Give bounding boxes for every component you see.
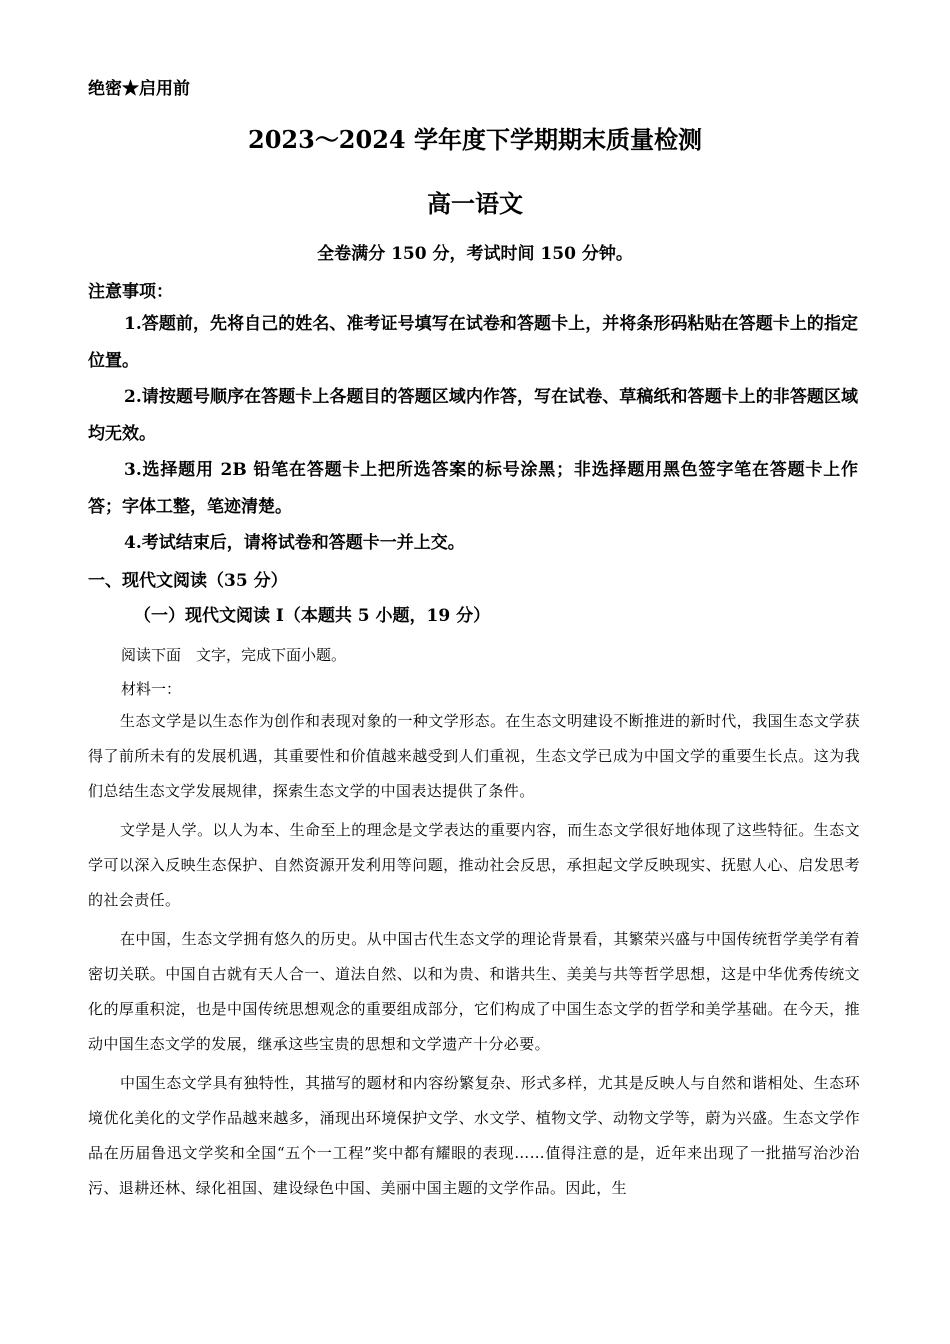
subsection-heading: （一）现代文阅读 I（本题共 5 小题，19 分）	[134, 606, 491, 626]
notice-item-2: 2.请按题号顺序在答题卡上各题目的答题区域内作答，写在试卷、草稿纸和答题卡上的非答题区域均无效。	[88, 387, 858, 444]
notice-item-3: 3.选择题用 2B 铅笔在答题卡上把所选答案的标号涂黑；非选择题用黑色签字笔在答题卡上作答；字体工整，笔迹清楚。	[88, 460, 858, 517]
paragraph-1: 生态文学是以生态作为创作和表现对象的一种文学形态。在生态文明建设不断推进的新时代，我国生态文学获得了前所未有的发展机遇，其重要性和价值越来越受到人们重视，生态文学已成为中国文学的重要生长点。这为我们总结生态文学发展规律，探索生态文学的中国表达提供了条件。	[88, 712, 860, 800]
notice-item-4: 4.考试结束后，请将试卷和答题卡一并上交。	[124, 533, 465, 553]
confidential-mark: 绝密★启用前	[88, 79, 190, 99]
paragraph-3: 在中国，生态文学拥有悠久的历史。从中国古代生态文学的理论背景看，其繁荣兴盛与中国传统哲学美学有着密切关联。中国自古就有天人合一、道法自然、以和为贵、和谐共生、美美与共等哲学思想，这是中华优秀传统文化的厚重积淀，也是中国传统思想观念的重要组成部分，它们构成了中国生态文学的哲学和美学基础。在今天，推动中国生态文学的发展，继承这些宝贵的思想和文学遗产十分必要。	[88, 930, 860, 1053]
section-heading: 一、现代文阅读（35 分）	[88, 571, 288, 591]
paragraph-2: 文学是人学。以人为本、生命至上的理念是文学表达的重要内容，而生态文学很好地体现了这些特征。生态文学可以深入反映生态保护、自然资源开发利用等问题，推动社会反思，承担起文学反映现实、抚慰人心、启发思考的社会责任。	[88, 821, 860, 909]
subject-title: 高一语文	[427, 190, 523, 218]
score-info: 全卷满分 150 分，考试时间 150 分钟。	[317, 244, 633, 264]
notice-item-1: 1.答题前，先将自己的姓名、准考证号填写在试卷和答题卡上，并将条形码粘贴在答题卡上的指定位置。	[88, 314, 858, 371]
paragraph-4: 中国生态文学具有独特性，其描写的题材和内容纷繁复杂、形式多样，尤其是反映人与自然和谐相处、生态环境优化美化的文学作品越来越多，涌现出环境保护文学、水文学、植物文学、动物文学等，蔚为兴盛。生态文学作品在历届鲁迅文学奖和全国“五个一工程”奖中都有耀眼的表现……值得注意的是，近年来出现了一批描写治沙治污、退耕还林、绿化祖国、建设绿色中国、美丽中国主题的文学作品。因此，生	[88, 1074, 860, 1197]
reading-instruction: 阅读下面 文字，完成下面小题。	[121, 646, 347, 664]
notice-heading: 注意事项：	[88, 282, 173, 302]
material-label: 材料一：	[121, 680, 182, 698]
exam-title: 2023～2024 学年度下学期期末质量检测	[248, 125, 702, 154]
